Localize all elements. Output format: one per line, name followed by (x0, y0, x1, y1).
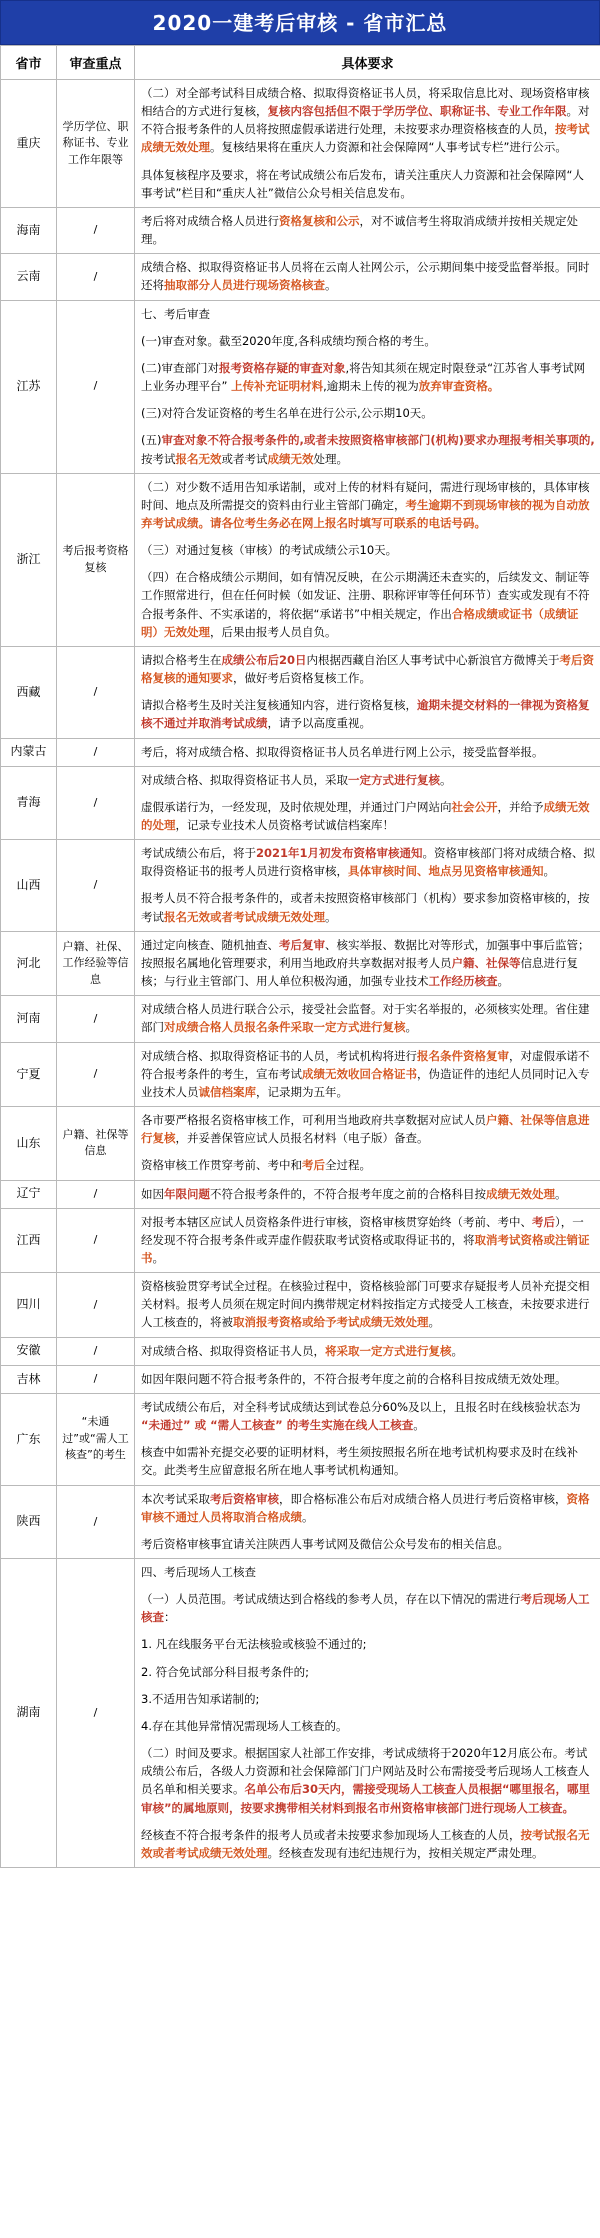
requirement-paragraph (141, 1490, 595, 1526)
text-segment: 考后将对成绩合格人员进行 (141, 213, 279, 228)
text-segment: （二）对全部考试科目成绩合格、拟取得资格证书人员，将采取信息比对、现场资格审核相结合的方式进行复核， (141, 86, 590, 119)
table-row (1, 1365, 600, 1393)
requirement-paragraph (141, 1717, 595, 1735)
requirement-paragraph (141, 651, 595, 687)
text-segment: 。对不符合报考条件的人员将按照虚假承诺进行处理，未按要求办理资格核查的人员， (141, 104, 590, 137)
requirement-cell (135, 300, 600, 473)
paragraph-gap (141, 789, 595, 798)
page-title: 2020一建考后审核 - 省市汇总 (0, 0, 600, 45)
text-segment: 或者考试 (221, 451, 268, 466)
text-segment: 、核实举报、数据比对等形式，加强事中事后监管；按照报名属地化管理要求，利用当地政府共享数据对报考人员 (141, 937, 590, 970)
highlight-segment: 取消报考资格或给予考试成绩无效处理 (233, 1315, 429, 1330)
highlight-segment: 逾期未提交材料的一律视为资格复核不通过并取消考试成绩 (141, 698, 590, 731)
requirement-paragraph (141, 1590, 595, 1626)
text-segment: 。经核查发现有违纪违规行为，按相关规定严肃处理。 (267, 1845, 544, 1860)
text-segment: 2. 符合免试部分科目报考条件的; (141, 1664, 310, 1679)
requirement-cell (135, 207, 600, 253)
text-segment: （四）在合格成绩公示期间，如有情况反映，在公示期满还未查实的，后续发文、制证等工作照常进行，但在任何时候（如发证、注册、职称评审等任何环节）查实或发现有不符合报考条件、不实承诺的，将依据“承诺书”中相关规定，作出 (141, 570, 590, 621)
requirement-paragraph (141, 431, 595, 467)
highlight-segment: 具体审核时间、地点另见资格审核通知 (348, 864, 544, 879)
requirement-cell (135, 1485, 600, 1558)
text-segment: 3.不适用告知承诺制的; (141, 1691, 260, 1706)
text-segment: 考后，将对成绩合格、拟取得资格证书人员名单进行网上公示，接受监督举报。 (141, 744, 544, 759)
text-segment: 如因 (141, 1186, 164, 1201)
text-segment: 。 (413, 1418, 425, 1433)
requirement-paragraph (141, 404, 595, 422)
requirement-cell (135, 1208, 600, 1272)
province-cell: 内蒙古 (1, 738, 57, 766)
province-cell: 广东 (1, 1393, 57, 1485)
review-focus-cell: / (57, 1180, 135, 1208)
highlight-segment: 报名无效 (175, 451, 222, 466)
table-row (1, 1180, 600, 1208)
text-segment: 请拟合格考生在 (141, 652, 222, 667)
text-segment: 资格审核工作贯穿考前、考中和 (141, 1158, 302, 1173)
requirement-cell (135, 766, 600, 839)
table-row (1, 1208, 600, 1272)
text-segment: （一）人员范围。考试成绩达到合格线的参考人员，存在以下情况的需进行 (141, 1592, 521, 1607)
table-header (1, 46, 600, 80)
text-segment: 考试成绩公布后，将于 (141, 846, 256, 861)
province-cell: 陕西 (1, 1485, 57, 1558)
highlight-segment: 考后现场人工核查 (141, 1592, 590, 1625)
province-cell: 江苏 (1, 300, 57, 473)
highlight-segment: “未通过” 或 “需人工核查” 的考生实施在线人工核查 (141, 1418, 414, 1433)
requirement-paragraph (141, 212, 595, 248)
province-cell: 吉林 (1, 1365, 57, 1393)
province-cell: 西藏 (1, 646, 57, 738)
text-segment: （二）对少数不适用告知承诺制，或对上传的材料有疑问，需进行现场审核的，具体审核时间、地点及所需提交的资料由行业主管部门确定， (141, 479, 590, 512)
text-segment: 成绩合格、拟取得资格证书人员将在云南人社网公示，公示期间集中接受监督举报。同时还将 (141, 260, 590, 293)
requirement-cell (135, 646, 600, 738)
highlight-segment: 成绩无效收回合格证书 (302, 1066, 417, 1081)
text-segment: ，即合格标准公布后对成绩合格人员进行考后资格审核， (279, 1491, 567, 1506)
requirement-paragraph (141, 1277, 595, 1331)
requirement-paragraph (141, 1213, 595, 1267)
highlight-segment: 名单公布后30天内，需接受现场人工核查人员根据“哪里报名，哪里审核”的属地原则，按要求携带相关材料到报名市州资格审核部门进行现场人工核查。 (141, 1782, 591, 1815)
requirement-paragraph (141, 166, 595, 202)
paragraph-gap (141, 532, 595, 541)
table-row (1, 80, 600, 208)
review-focus-cell: / (57, 1208, 135, 1272)
province-cell: 四川 (1, 1273, 57, 1337)
review-focus-cell: / (57, 646, 135, 738)
province-cell: 海南 (1, 207, 57, 253)
table-row (1, 1273, 600, 1337)
highlight-segment: 诚信档案库 (198, 1084, 256, 1099)
highlight-segment: 考后 (302, 1158, 325, 1173)
text-segment: ），一经发现不符合报考条件或弄虚作假获取考试资格或取得证书的，将 (141, 1214, 584, 1247)
requirement-paragraph (141, 1663, 595, 1681)
paragraph-gap (141, 1735, 595, 1744)
column-header-province: 省市 (1, 46, 57, 80)
requirement-paragraph (141, 1342, 595, 1360)
text-segment: 按考试 (141, 451, 176, 466)
requirement-paragraph (141, 798, 595, 834)
table-row (1, 473, 600, 646)
highlight-segment: 考后复审 (279, 937, 325, 952)
text-segment: 对成绩合格、拟取得资格证书人员， (141, 1343, 325, 1358)
requirement-cell (135, 1393, 600, 1485)
paragraph-gap (141, 422, 595, 431)
paragraph-gap (141, 1817, 595, 1826)
requirement-cell (135, 80, 600, 208)
highlight-segment: 成绩无效处理 (486, 1186, 555, 1201)
requirement-paragraph (141, 936, 595, 990)
requirement-cell (135, 1365, 600, 1393)
highlight-segment: 资格审核不通过人员将取消合格成绩 (141, 1491, 590, 1524)
table-row (1, 766, 600, 839)
highlight-segment: 成绩无效 (267, 451, 314, 466)
requirement-paragraph (141, 332, 595, 350)
text-segment: 。复核结果将在重庆人力资源和社会保障网“人事考试专栏”进行公示。 (210, 140, 567, 155)
text-segment: 。 (543, 864, 555, 879)
province-cell: 安徽 (1, 1337, 57, 1365)
province-cell: 河南 (1, 996, 57, 1042)
highlight-segment: 按考试成绩无效处理 (141, 122, 590, 155)
highlight-segment: 考生逾期不到现场审核的视为自动放弃考试成绩。请各位考生务必在网上报名时填写可联系的电话号码。 (141, 497, 590, 530)
requirement-paragraph (141, 1635, 595, 1653)
text-segment: 各市要严格报名资格审核工作，可利用当地政府共享数据对应试人员 (141, 1113, 486, 1128)
province-review-table (0, 45, 600, 1868)
highlight-segment: 户籍、社保等 (451, 955, 521, 970)
review-focus-cell: / (57, 738, 135, 766)
review-focus-cell: “未通过”或“需人工核查”的考生 (57, 1393, 135, 1485)
text-segment: 。 (405, 1020, 417, 1035)
table-row (1, 1485, 600, 1558)
requirement-cell (135, 473, 600, 646)
paragraph-gap (141, 687, 595, 696)
requirement-cell (135, 738, 600, 766)
review-focus-cell: 户籍、社保等信息 (57, 1107, 135, 1180)
review-focus-cell: / (57, 996, 135, 1042)
highlight-segment: 将采取一定方式进行复核 (325, 1343, 452, 1358)
text-segment: (一)审查对象。截至2020年度,各科成绩均预合格的考生。 (141, 333, 436, 348)
text-segment: 4.存在其他异常情况需现场人工核查的。 (141, 1718, 348, 1733)
text-segment: ,将告知其须在规定时限登录“江苏省人事考试网上业务办理平台” (141, 360, 586, 394)
requirement-paragraph (141, 305, 595, 323)
text-segment: 信息进行复核；与行业主管部门、用人单位积极沟通，加强专业技术 (141, 955, 578, 989)
paragraph-gap (141, 1654, 595, 1663)
text-segment: 。 (325, 278, 337, 293)
requirement-cell (135, 931, 600, 995)
text-segment: 。 (325, 909, 337, 924)
review-focus-cell: / (57, 840, 135, 932)
requirement-paragraph (141, 478, 595, 532)
text-segment: ： (164, 1610, 176, 1625)
requirement-paragraph (141, 568, 595, 641)
province-cell: 青海 (1, 766, 57, 839)
text-segment: ，并给予 (497, 799, 544, 814)
highlight-segment: 社会公开 (451, 799, 498, 814)
table-row (1, 1559, 600, 1868)
paragraph-gap (141, 350, 595, 359)
text-segment: 。 (497, 974, 509, 989)
review-focus-cell: / (57, 1485, 135, 1558)
paragraph-gap (141, 1581, 595, 1590)
text-segment: ,逾期未上传的视为 (323, 379, 419, 394)
text-segment: 全过程。 (325, 1158, 371, 1173)
highlight-segment: 复核内容包括但不限于学历学位、职称证书、专业工作年限 (267, 104, 567, 119)
text-segment: 处理。 (313, 451, 348, 466)
paragraph-gap (141, 157, 595, 166)
highlight-segment: 放弃审查资格。 (418, 379, 500, 394)
table-row (1, 840, 600, 932)
review-focus-cell: 考后报考资格复核 (57, 473, 135, 646)
paragraph-gap (141, 395, 595, 404)
review-focus-cell: / (57, 300, 135, 473)
province-cell: 宁夏 (1, 1042, 57, 1106)
text-segment: 对成绩合格、拟取得资格证书人员，采取 (141, 772, 348, 787)
text-segment: 。资格审核部门将对成绩合格、拟取得资格证书的报考人员进行资格审核， (141, 846, 596, 879)
requirement-paragraph (141, 258, 595, 294)
text-segment: 。 (451, 1343, 463, 1358)
highlight-segment: 合格成绩或证书（成绩证明）无效处理 (141, 606, 579, 639)
text-segment: 资格核验贯穿考试全过程。在核验过程中，资格核验部门可要求存疑报考人员补充提交相关材料。报考人员须在规定时间内携带规定材料按指定方式接受人工核查，未按要求进行人工核查的，将被 (141, 1279, 590, 1330)
text-segment: （三）对通过复核（审核）的考试成绩公示10天。 (141, 543, 398, 558)
requirement-paragraph (141, 1111, 595, 1147)
text-segment: 对成绩合格人员进行联合公示，接受社会监督。对于实名举报的，必须核实处理。省住建部门 (141, 1002, 590, 1035)
highlight-segment: 报考资格存疑的审查对象 (218, 360, 346, 375)
text-segment: ，对不诚信考生将取消成绩并按相关规定处理。 (141, 213, 578, 247)
requirement-cell (135, 1180, 600, 1208)
table-row (1, 646, 600, 738)
text-segment: 1. 凡在线服务平台无法核验或核验不通过的; (141, 1637, 367, 1652)
paragraph-gap (141, 1434, 595, 1443)
text-segment: 本次考试采取 (141, 1491, 210, 1506)
province-cell: 辽宁 (1, 1180, 57, 1208)
requirement-paragraph (141, 771, 595, 789)
review-focus-cell: / (57, 1365, 135, 1393)
province-cell: 山西 (1, 840, 57, 932)
text-segment: 七、考后审查 (141, 306, 210, 321)
requirement-cell (135, 1559, 600, 1868)
text-segment: ，并妥善保管应试人员报名材料（电子版）备查。 (175, 1131, 429, 1146)
paragraph-gap (141, 1526, 595, 1535)
text-segment: 对成绩合格、拟取得资格证书的人员，考试机构将进行 (141, 1048, 417, 1063)
text-segment: 如因年限问题不符合报考条件的，不符合报考年度之前的合格科目按成绩无效处理。 (141, 1371, 567, 1386)
requirement-paragraph (141, 743, 595, 761)
text-segment: ，对虚假承诺不符合报考条件的考生，宣布考试 (141, 1048, 590, 1081)
requirement-paragraph (141, 1535, 595, 1553)
review-focus-cell: 户籍、社保、工作经验等信息 (57, 931, 135, 995)
requirement-paragraph (141, 889, 595, 925)
requirement-paragraph (141, 1398, 595, 1434)
requirement-cell (135, 1273, 600, 1337)
text-segment: 考试成绩公布后，对全科考试成绩达到试卷总分60%及以上，且报名时在线核验状态为 (141, 1399, 581, 1414)
requirement-paragraph (141, 1744, 595, 1817)
province-cell: 山东 (1, 1107, 57, 1180)
requirement-cell (135, 1107, 600, 1180)
province-cell: 湖南 (1, 1559, 57, 1868)
review-focus-cell: / (57, 766, 135, 839)
table-row (1, 254, 600, 300)
text-segment: 核查中如需补充提交必要的证明材料，考生须按照报名所在地考试机构要求及时在线补交。此类考生应留意报名所在地人事考试机构通知。 (141, 1445, 578, 1478)
province-cell: 江西 (1, 1208, 57, 1272)
highlight-segment: 成绩无效的处理 (141, 799, 590, 832)
review-focus-cell: / (57, 1337, 135, 1365)
requirement-paragraph (141, 359, 595, 395)
text-segment: 虚假承诺行为，一经发现，及时依规处理，并通过门户网站向 (141, 799, 452, 814)
requirement-paragraph (141, 1047, 595, 1101)
highlight-segment: 报名条件资格复审 (417, 1048, 509, 1063)
text-segment: 不符合报考条件的，不符合报考年度之前的合格科目按 (210, 1186, 486, 1201)
highlight-segment: 考后资格审核 (210, 1491, 279, 1506)
highlight-segment: 取消考试资格或注销证书 (141, 1232, 590, 1265)
paragraph-gap (141, 559, 595, 568)
text-segment: 。 (302, 1509, 314, 1524)
review-focus-cell: 学历学位、职称证书、专业工作年限等 (57, 80, 135, 208)
column-header-focus: 审查重点 (57, 46, 135, 80)
text-segment: 。 (440, 772, 452, 787)
text-segment: 。 (152, 1250, 164, 1265)
text-segment: 内根据西藏自治区人事考试中心新浪官方微博关于 (306, 652, 560, 667)
highlight-segment: 按考试报名无效或者考试成绩无效处理 (141, 1827, 590, 1860)
text-segment: 。 (428, 1315, 440, 1330)
highlight-segment: 审查对象不符合报考条件的,或者未按照资格审核部门(机构)要求办理报考相关事项的, (161, 433, 595, 448)
province-cell: 河北 (1, 931, 57, 995)
text-segment: ，记录期为五年。 (256, 1084, 348, 1099)
review-focus-cell: / (57, 1273, 135, 1337)
requirement-paragraph (141, 1156, 595, 1174)
requirement-paragraph (141, 84, 595, 157)
requirement-cell (135, 1042, 600, 1106)
table-row (1, 1337, 600, 1365)
text-segment: 。 (555, 1186, 567, 1201)
text-segment: ，后果由报考人员自负。 (210, 624, 337, 639)
text-segment: （二）时间及要求。根据国家人社部工作安排，考试成绩将于2020年12月底公布。考试成绩公布后，各级人力资源和社会保障部门门户网站及时公布需接受考后现场人工核查人员名单和相关要求。 (141, 1746, 590, 1797)
text-segment: (三)对符合发证资格的考生名单在进行公示,公示期10天。 (141, 406, 433, 421)
table-row (1, 1107, 600, 1180)
highlight-segment: 报名无效或者考试成绩无效处理 (164, 909, 325, 924)
text-segment: ，请予以高度重视。 (267, 716, 371, 731)
table-row (1, 300, 600, 473)
review-focus-cell: / (57, 1042, 135, 1106)
highlight-segment: 户籍、社保等信息进行复核 (141, 1113, 590, 1146)
review-focus-cell: / (57, 207, 135, 253)
requirement-paragraph (141, 1826, 595, 1862)
highlight-segment: 考后资格复核的通知要求 (141, 652, 595, 686)
highlight-segment: 对成绩合格人员报名条件采取一定方式进行复核 (164, 1020, 406, 1035)
text-segment: 请拟合格考生及时关注复核通知内容，进行资格复核， (141, 698, 417, 713)
highlight-segment: 抽取部分人员进行现场资格核查 (164, 278, 325, 293)
text-segment: 经核查不符合报考条件的报考人员或者未按要求参加现场人工核查的人员， (141, 1827, 521, 1842)
text-segment: (五) (141, 433, 162, 448)
requirement-paragraph (141, 696, 595, 732)
requirement-paragraph (141, 1563, 595, 1581)
highlight-segment: 考后 (532, 1214, 555, 1229)
highlight-segment: 2021年1月初发布资格审核通知 (256, 846, 423, 861)
table-row (1, 207, 600, 253)
text-segment: (二)审查部门对 (141, 360, 219, 375)
review-focus-cell: / (57, 254, 135, 300)
requirement-cell (135, 840, 600, 932)
table-row (1, 1393, 600, 1485)
text-segment: 四、考后现场人工核查 (141, 1565, 256, 1579)
text-segment: 考后资格审核事宜请关注陕西人事考试网及微信公众号发布的相关信息。 (141, 1536, 509, 1551)
paragraph-gap (141, 1681, 595, 1690)
highlight-segment: 资格复核和公示 (279, 213, 360, 228)
highlight-segment: 工作经历核查 (428, 974, 498, 989)
requirement-cell (135, 1337, 600, 1365)
highlight-segment: 一定方式进行复核 (348, 772, 440, 787)
requirement-paragraph (141, 1370, 595, 1388)
text-segment: ，做好考后资格复核工作。 (233, 671, 371, 686)
province-cell: 浙江 (1, 473, 57, 646)
table-row (1, 931, 600, 995)
highlight-segment: 成绩公布后20日 (221, 652, 307, 667)
requirement-paragraph (141, 1690, 595, 1708)
paragraph-gap (141, 1147, 595, 1156)
province-cell: 云南 (1, 254, 57, 300)
paragraph-gap (141, 1708, 595, 1717)
requirement-paragraph (141, 844, 595, 880)
table-row (1, 996, 600, 1042)
text-segment: 具体复核程序及要求，将在考试成绩公布后发布，请关注重庆人力资源和社会保障网“人事考试”栏目和“重庆人社”微信公众号相关信息发布。 (141, 167, 584, 200)
highlight-segment: 上传补充证明材料 (231, 379, 324, 394)
requirement-paragraph (141, 541, 595, 559)
text-segment: 对报考本辖区应试人员资格条件进行审核，资格审核贯穿始终（考前、考中、 (141, 1214, 532, 1229)
paragraph-gap (141, 1626, 595, 1635)
table-body (1, 80, 600, 1868)
requirement-paragraph (141, 1185, 595, 1203)
review-focus-cell: / (57, 1559, 135, 1868)
text-segment: 报考人员不符合报考条件的，或者未按照资格审核部门（机构）要求参加资格审核的，按考试 (141, 891, 590, 924)
text-segment: ，伪造证件的违纪人员同时记入专业技术人员 (141, 1066, 590, 1099)
table-row (1, 738, 600, 766)
province-cell: 重庆 (1, 80, 57, 208)
text-segment: ，记录专业技术人员资格考试诚信档案库！ (175, 818, 394, 832)
requirement-cell (135, 254, 600, 300)
column-header-requirement: 具体要求 (135, 46, 600, 80)
table-row (1, 1042, 600, 1106)
header-row (1, 46, 600, 80)
highlight-segment: 年限问题 (164, 1186, 210, 1201)
requirement-cell (135, 996, 600, 1042)
paragraph-gap (141, 880, 595, 889)
text-segment: 通过定向核查、随机抽查、 (141, 937, 279, 952)
paragraph-gap (141, 323, 595, 332)
requirement-paragraph (141, 1000, 595, 1036)
requirement-paragraph (141, 1443, 595, 1479)
